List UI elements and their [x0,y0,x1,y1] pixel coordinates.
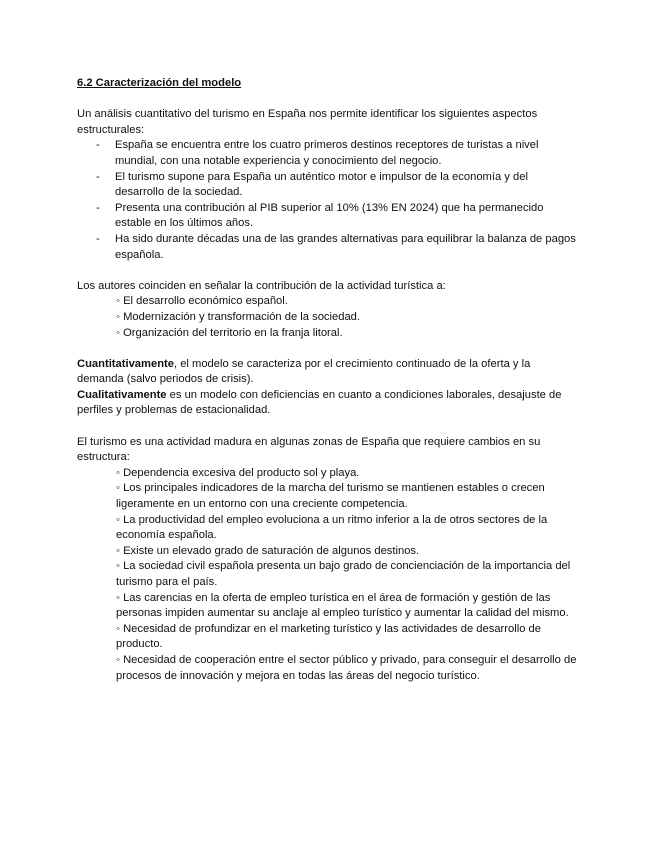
list-item: ◦ Necesidad de cooperación entre el sector público y privado, para conseguir el desarrollo de procesos de innovación y mejora en todas las áreas del negocio turístico. [116,653,577,682]
list-item: - Presenta una contribución al PIB superior al 10% (13% EN 2024) que ha permanecido estable en los últimos años. [77,201,577,232]
qualitative-term: Cualitativamente [77,388,167,401]
list-item: ◦ La sociedad civil española presenta un bajo grado de concienciación de la importancia del turismo para el país. [116,560,571,588]
list-item: - Ha sido durante décadas una de las grandes alternativas para equilibrar la balanza de pagos española. [77,232,577,263]
changes-list [77,466,577,684]
document-page [77,76,577,684]
qualitative-text: es un modelo con deficiencias en cuanto a condiciones laborales, desajuste de perfiles y problemas de estacionalidad. [77,388,562,417]
list-item: ◦ Las carencias en la oferta de empleo turística en el área de formación y gestión de las personas impiden aumentar su anclaje al empleo turístico y aumentar la calidad del mismo. [116,591,569,620]
list-item: ◦ Necesidad de profundizar en el marketing turístico y las actividades de desarrollo de producto. [116,622,541,651]
quantitative-paragraph [77,357,577,388]
section-heading: 6.2 Caracterización del modelo [77,77,242,89]
contributions-list [77,294,577,341]
intro-paragraph: Un análisis cuantitativo del turismo en España nos permite identificar los siguientes aspectos estructurales: [77,108,538,136]
list-item: - El turismo supone para España un auténtico motor e impulsor de la economía y del desarrollo de la sociedad. [77,170,577,201]
list-item: ◦ Modernización y transformación de la sociedad. [116,310,361,323]
authors-paragraph: Los autores coinciden en señalar la contribución de la actividad turística a: [77,279,446,292]
quantitative-text: , el modelo se caracteriza por el crecimiento continuado de la oferta y la demanda (salvo periodos de crisis). [77,357,531,386]
quantitative-term: Cuantitativamente [77,357,174,370]
list-item: ◦ El desarrollo económico español. [116,295,288,308]
structural-aspects-list [77,138,577,263]
list-item: ◦ Organización del territorio en la franja litoral. [116,326,343,339]
list-item: ◦ La productividad del empleo evoluciona a un ritmo inferior a la de otros sectores de la economía española. [116,513,548,542]
list-item: - España se encuentra entre los cuatro primeros destinos receptores de turistas a nivel mundial, con una notable experiencia y conocimiento del negocio. [77,138,577,169]
qualitative-paragraph [77,388,577,419]
list-item: ◦ Los principales indicadores de la marcha del turismo se mantienen estables o crecen ligeramente en un entorno con una creciente competencia. [116,482,545,511]
list-item: ◦ Existe un elevado grado de saturación de algunos destinos. [116,544,420,557]
list-item: ◦ Dependencia excesiva del producto sol y playa. [116,466,360,479]
mature-paragraph: El turismo es una actividad madura en algunas zonas de España que requiere cambios en su estructura: [77,435,541,464]
